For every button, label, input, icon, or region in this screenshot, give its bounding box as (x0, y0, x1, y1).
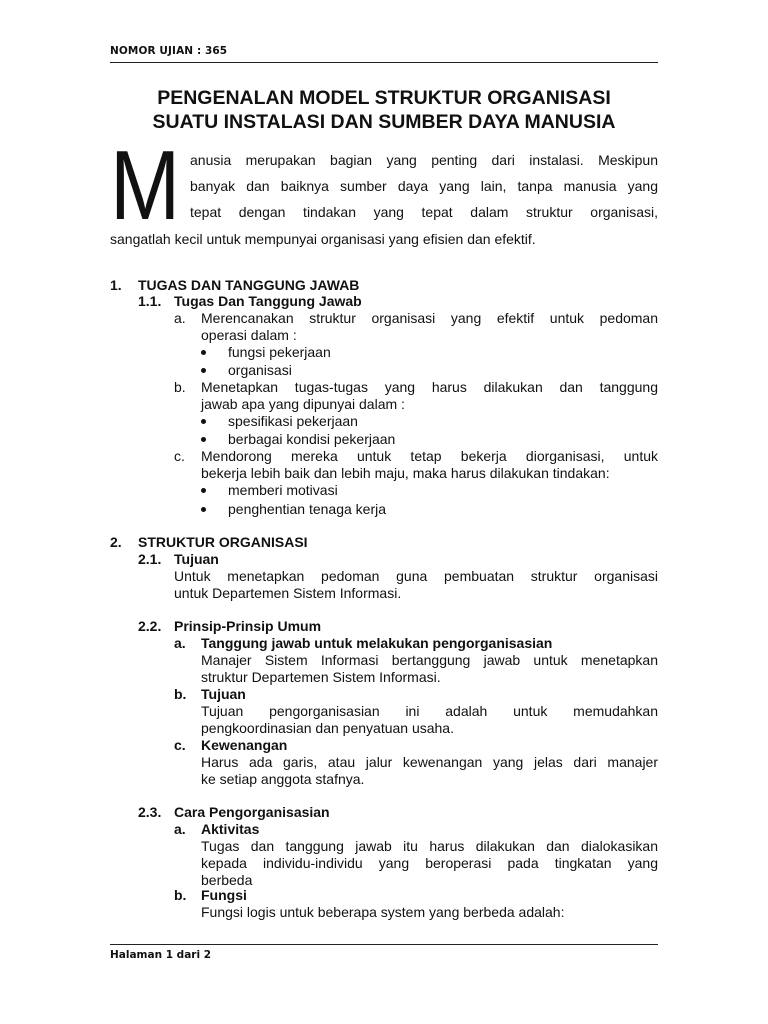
item-text-line: Harus ada garis, atau jalur kewenangan yang jelas dari manajer (201, 754, 658, 770)
bullet-item: fungsi pekerjaan (228, 344, 331, 360)
header-rule (110, 62, 658, 63)
item-title: Fungsi (201, 887, 247, 903)
bullet-item: penghentian tenaga kerja (228, 501, 387, 517)
item-letter: c. (174, 737, 186, 753)
item-letter: b. (174, 379, 186, 395)
subsection-2-1-title: Tujuan (174, 551, 219, 567)
bullet-dot (201, 488, 206, 493)
subsection-2-3-title: Cara Pengorganisasian (174, 804, 330, 820)
bullet-dot (201, 437, 206, 442)
item-letter: b. (174, 686, 187, 702)
item-letter: a. (174, 821, 186, 837)
footer-rule (110, 944, 658, 945)
intro-line-2: banyak dan baiknya sumber daya yang lain, tanpa manusia yang (190, 178, 658, 194)
item-text-line: Fungsi logis untuk beberapa system yang berbeda adalah: (201, 904, 565, 920)
bullet-item: organisasi (228, 362, 292, 378)
item-text-line: bekerja lebih baik dan lebih maju, maka harus dilakukan tindakan: (201, 465, 610, 481)
subsection-2-2-title: Prinsip-Prinsip Umum (174, 618, 322, 634)
intro-line-1: anusia merupakan bagian yang penting dari instalasi. Meskipun (190, 152, 658, 168)
bullet-dot (201, 419, 206, 424)
item-text-line: Menetapkan tugas-tugas yang harus dilakukan dan tanggung (201, 379, 658, 395)
item-text-line: operasi dalam : (201, 327, 297, 343)
subsection-2-1-number: 2.1. (138, 551, 162, 567)
bullet-dot (201, 368, 206, 373)
subsection-2-2-number: 2.2. (138, 618, 162, 634)
section-1-number: 1. (110, 277, 122, 293)
item-text-line: kepada individu-individu yang beroperasi pada tingkatan yang (201, 855, 658, 871)
intro-line-3: tepat dengan tindakan yang tepat dalam struktur organisasi, (190, 204, 658, 220)
item-title: Kewenangan (201, 737, 288, 753)
section-2-number: 2. (110, 534, 122, 550)
item-text-line: ke setiap anggota stafnya. (201, 771, 365, 787)
intro-line-4: sangatlah kecil untuk mempunyai organisasi yang efisien dan efektif. (110, 231, 536, 247)
item-text-line: Tujuan pengorganisasian ini adalah untuk memudahkan (201, 703, 658, 719)
item-text-line: Merencanakan struktur organisasi yang efektif untuk pedoman (201, 310, 658, 326)
item-text-line: jawab apa yang dipunyai dalam : (201, 396, 405, 412)
bullet-item: spesifikasi pekerjaan (228, 413, 358, 429)
item-text-line: Manajer Sistem Informasi bertanggung jawab untuk menetapkan (201, 652, 658, 668)
title-line-1: PENGENALAN MODEL STRUKTUR ORGANISASI (157, 87, 611, 109)
subsection-1-1-title: Tugas Dan Tanggung Jawab (174, 293, 362, 309)
item-text-line: Tugas dan tanggung jawab itu harus dilakukan dan dialokasikan (201, 838, 658, 854)
item-title: Tanggung jawab untuk melakukan pengorganisasian (201, 635, 553, 651)
bullet-dot (201, 350, 206, 355)
drop-cap: M (110, 130, 181, 240)
item-letter: a. (174, 310, 186, 326)
item-title: Aktivitas (201, 821, 260, 837)
title-line-2: SUATU INSTALASI DAN SUMBER DAYA MANUSIA (152, 111, 616, 133)
section-1-title: TUGAS DAN TANGGUNG JAWAB (138, 277, 360, 293)
page-number: Halaman 1 dari 2 (110, 949, 212, 961)
paragraph-line: untuk Departemen Sistem Informasi. (174, 585, 402, 601)
item-letter: b. (174, 887, 187, 903)
subsection-2-3-number: 2.3. (138, 804, 162, 820)
item-letter: c. (174, 448, 185, 464)
item-text-line: struktur Departemen Sistem Informasi. (201, 669, 441, 685)
page-title (110, 86, 658, 134)
bullet-dot (201, 507, 206, 512)
bullet-item: berbagai kondisi pekerjaan (228, 431, 396, 447)
bullet-item: memberi motivasi (228, 482, 338, 498)
exam-number: NOMOR UJIAN : 365 (110, 45, 228, 57)
subsection-1-1-number: 1.1. (138, 293, 162, 309)
item-letter: a. (174, 635, 186, 651)
item-text-line: Mendorong mereka untuk tetap bekerja diorganisasi, untuk (201, 448, 658, 464)
item-text-line: pengkoordinasian dan penyatuan usaha. (201, 720, 454, 736)
item-text-line: berbeda (201, 872, 253, 888)
paragraph-line: Untuk menetapkan pedoman guna pembuatan struktur organisasi (174, 568, 658, 584)
item-title: Tujuan (201, 686, 246, 702)
section-2-title: STRUKTUR ORGANISASI (138, 534, 308, 550)
